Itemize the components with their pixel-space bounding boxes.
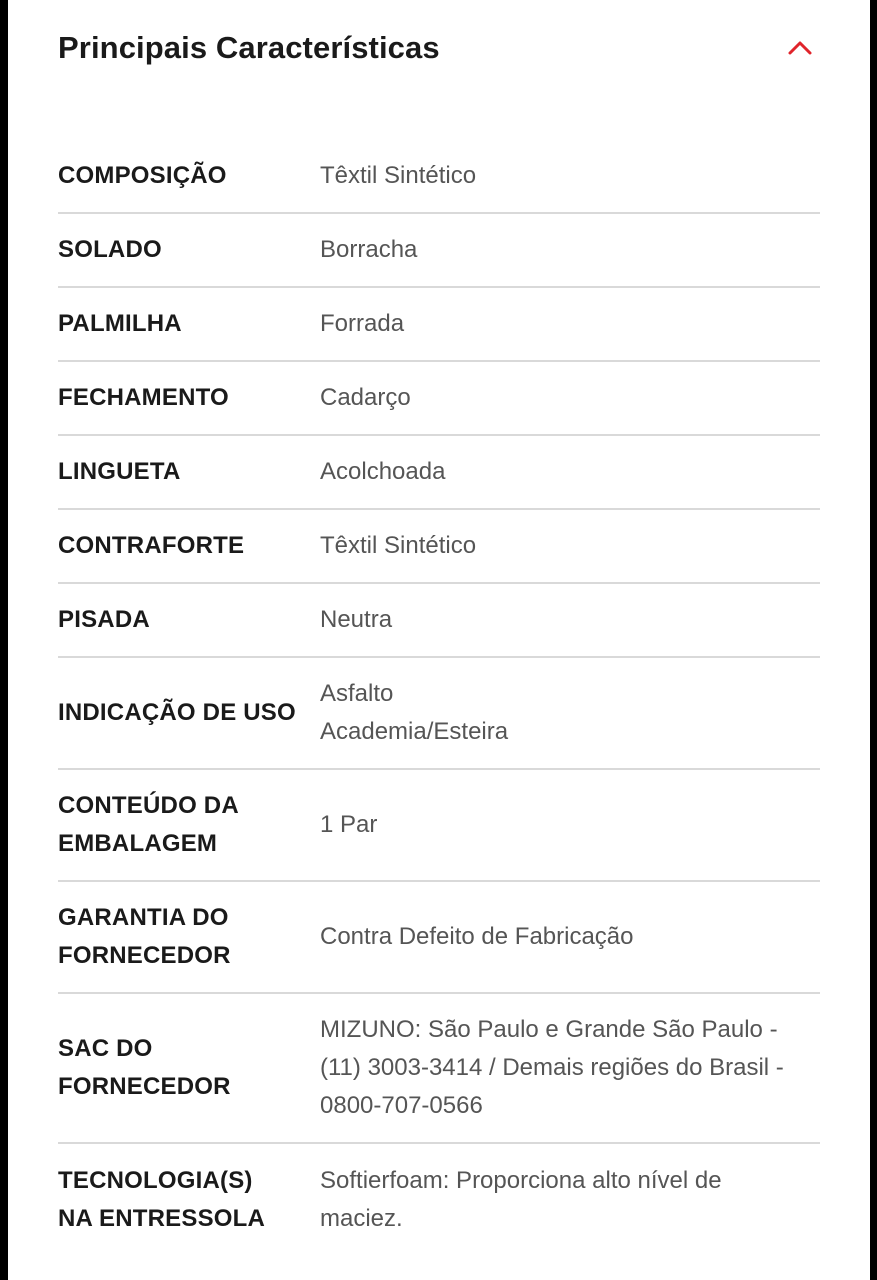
spec-label: GARANTIA DO FORNECEDOR xyxy=(58,904,231,969)
spec-value-line: Asfalto xyxy=(320,680,394,707)
spec-value xyxy=(320,675,790,751)
spec-row xyxy=(58,510,820,584)
spec-row xyxy=(58,436,820,510)
spec-value-line: Academia/Esteira xyxy=(320,718,509,745)
spec-value-line: MIZUNO: São Paulo e Grande São Paulo - (11) 3003-3414 / Demais regiões do Brasil - 0800-707-0566 xyxy=(320,1016,784,1119)
spec-value xyxy=(320,231,790,269)
spec-value-line: Borracha xyxy=(320,236,418,263)
spec-value xyxy=(320,918,790,956)
spec-row xyxy=(58,288,820,362)
spec-value-line: Contra Defeito de Fabricação xyxy=(320,923,634,950)
spec-row xyxy=(58,140,820,214)
characteristics-panel xyxy=(8,0,870,1280)
spec-label: FECHAMENTO xyxy=(58,384,229,411)
spec-label: CONTEÚDO DA EMBALAGEM xyxy=(58,792,239,857)
spec-value xyxy=(320,601,790,639)
spec-row xyxy=(58,770,820,882)
spec-value xyxy=(320,305,790,343)
spec-value xyxy=(320,527,790,565)
spec-label: LINGUETA xyxy=(58,458,181,485)
specs-table xyxy=(58,140,820,1256)
spec-label: INDICAÇÃO DE USO xyxy=(58,699,296,726)
spec-label: CONTRAFORTE xyxy=(58,532,245,559)
spec-row xyxy=(58,214,820,288)
spec-label: SAC DO FORNECEDOR xyxy=(58,1035,231,1100)
chevron-up-icon xyxy=(780,28,820,68)
spec-row xyxy=(58,362,820,436)
spec-label: PALMILHA xyxy=(58,310,182,337)
spec-value-line: Têxtil Sintético xyxy=(320,532,477,559)
spec-value-line: Têxtil Sintético xyxy=(320,162,477,189)
spec-row xyxy=(58,882,820,994)
spec-label: COMPOSIÇÃO xyxy=(58,162,227,189)
spec-label: PISADA xyxy=(58,606,150,633)
spec-value-line: Forrada xyxy=(320,310,405,337)
spec-value xyxy=(320,157,790,195)
collapse-button[interactable] xyxy=(780,28,820,68)
spec-value xyxy=(320,1011,790,1125)
spec-row xyxy=(58,584,820,658)
spec-value xyxy=(320,379,790,417)
spec-value-line: Softierfoam: Proporciona alto nível de maciez. xyxy=(320,1167,722,1232)
spec-label: SOLADO xyxy=(58,236,162,263)
spec-value-line: Cadarço xyxy=(320,384,411,411)
spec-value xyxy=(320,453,790,491)
section-title: Principais Características xyxy=(58,30,440,65)
spec-value-line: 1 Par xyxy=(320,811,378,838)
spec-value-line: Neutra xyxy=(320,606,393,633)
spec-row xyxy=(58,1144,820,1256)
spec-value xyxy=(320,1162,790,1238)
spec-value-line: Acolchoada xyxy=(320,458,446,485)
spec-value xyxy=(320,806,790,844)
spec-label: TECNOLOGIA(S) NA ENTRESSOLA xyxy=(58,1167,266,1232)
spec-row xyxy=(58,658,820,770)
section-header[interactable] xyxy=(58,22,820,76)
spec-row xyxy=(58,994,820,1144)
